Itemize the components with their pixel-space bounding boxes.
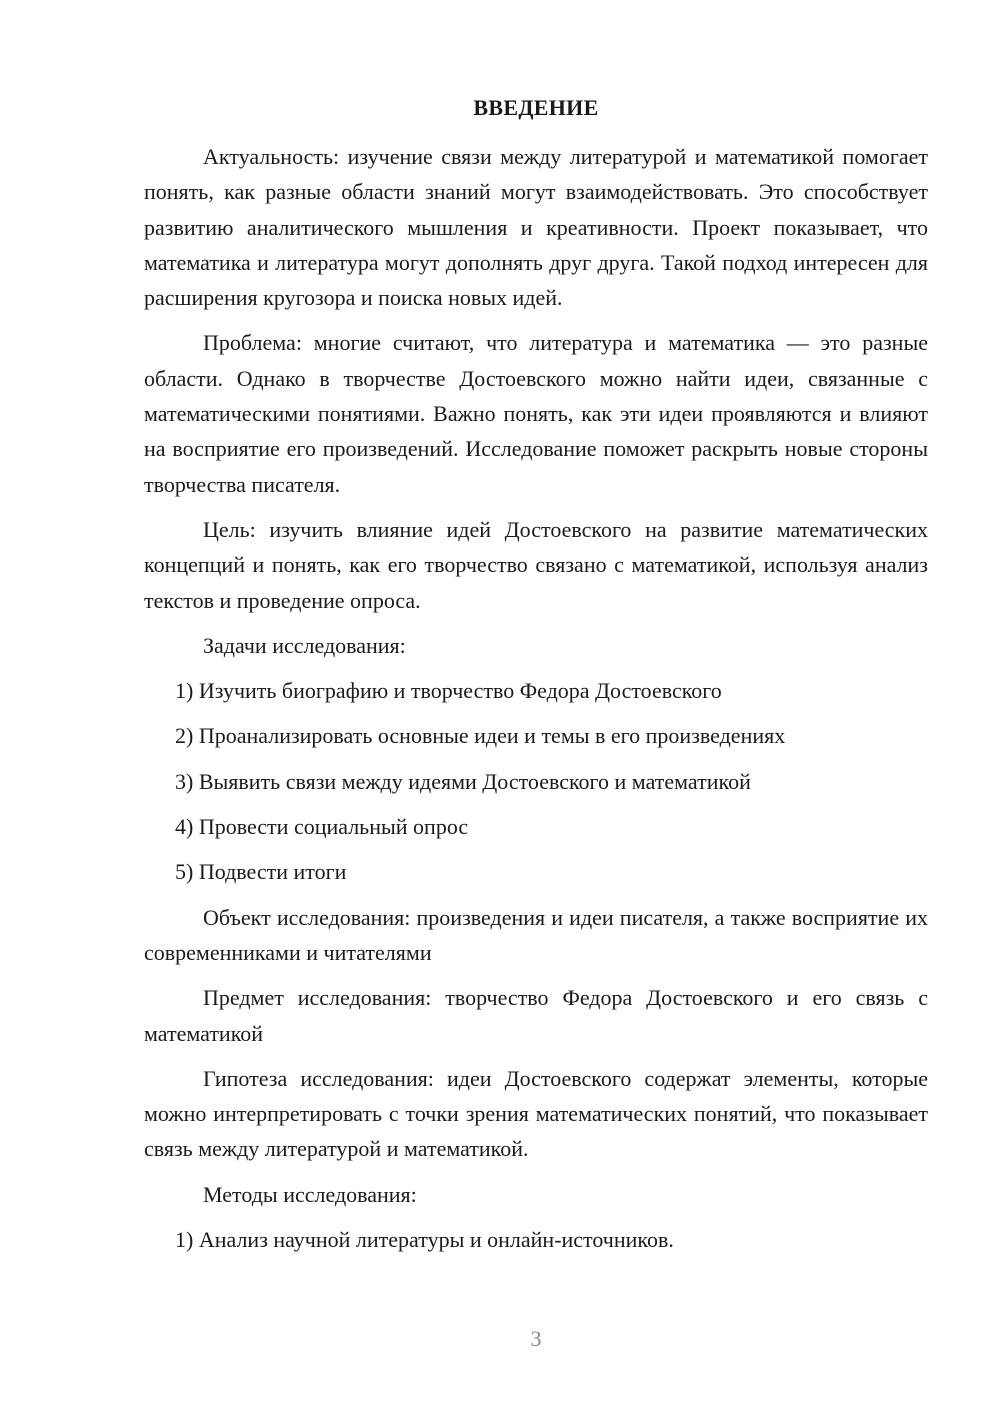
section-heading: ВВЕДЕНИЕ <box>473 95 599 120</box>
task-item: 2) Проанализировать основные идеи и темы в его произведениях <box>175 723 786 749</box>
task-item: 1) Изучить биографию и творчество Федора Достоевского <box>175 678 722 704</box>
method-item: 1) Анализ научной литературы и онлайн-источников. <box>175 1227 674 1253</box>
page-number: 3 <box>530 1326 542 1351</box>
goal-paragraph: Цель: изучить влияние идей Достоевского на развитие математических концепций и понять, как его творчество связано с математикой, используя анализ текстов и проведение опроса. <box>144 516 928 613</box>
task-item: 3) Выявить связи между идеями Достоевского и математикой <box>175 768 751 794</box>
problem-paragraph: Проблема: многие считают, что литература и математика — это разные области. Однако в творчестве Достоевского можно найти идеи, связанные с математическими понятиями. Важно понять, как эти идеи проявляются и влияют на восприятие его произведений. Исследование поможет раскрыть новые стороны творчества писателя. <box>144 330 928 497</box>
hypothesis-paragraph: Гипотеза исследования: идеи Достоевского содержат элементы, которые можно интерпретировать с точки зрения математических понятий, что показывает связь между литературой и математикой. <box>144 1065 928 1162</box>
task-item: 5) Подвести итоги <box>175 859 347 885</box>
relevance-paragraph: Актуальность: изучение связи между литературой и математикой помогает понять, как разные области знаний могут взаимодействовать. Это способствует развитию аналитического мышления и креативности. Проект показывает, что математика и литература могут дополнять друг друга. Такой подход интересен для расширения кругозора и поиска новых идей. <box>144 144 928 311</box>
tasks-title: Задачи исследования: <box>203 632 406 658</box>
document-page <box>144 95 928 1267</box>
task-item: 4) Провести социальный опрос <box>175 814 469 840</box>
subject-paragraph: Предмет исследования: творчество Федора Достоевского и его связь с математикой <box>144 985 928 1046</box>
methods-title: Методы исследования: <box>203 1181 417 1207</box>
object-paragraph: Объект исследования: произведения и идеи писателя, а также восприятие их современниками и читателями <box>144 904 928 965</box>
